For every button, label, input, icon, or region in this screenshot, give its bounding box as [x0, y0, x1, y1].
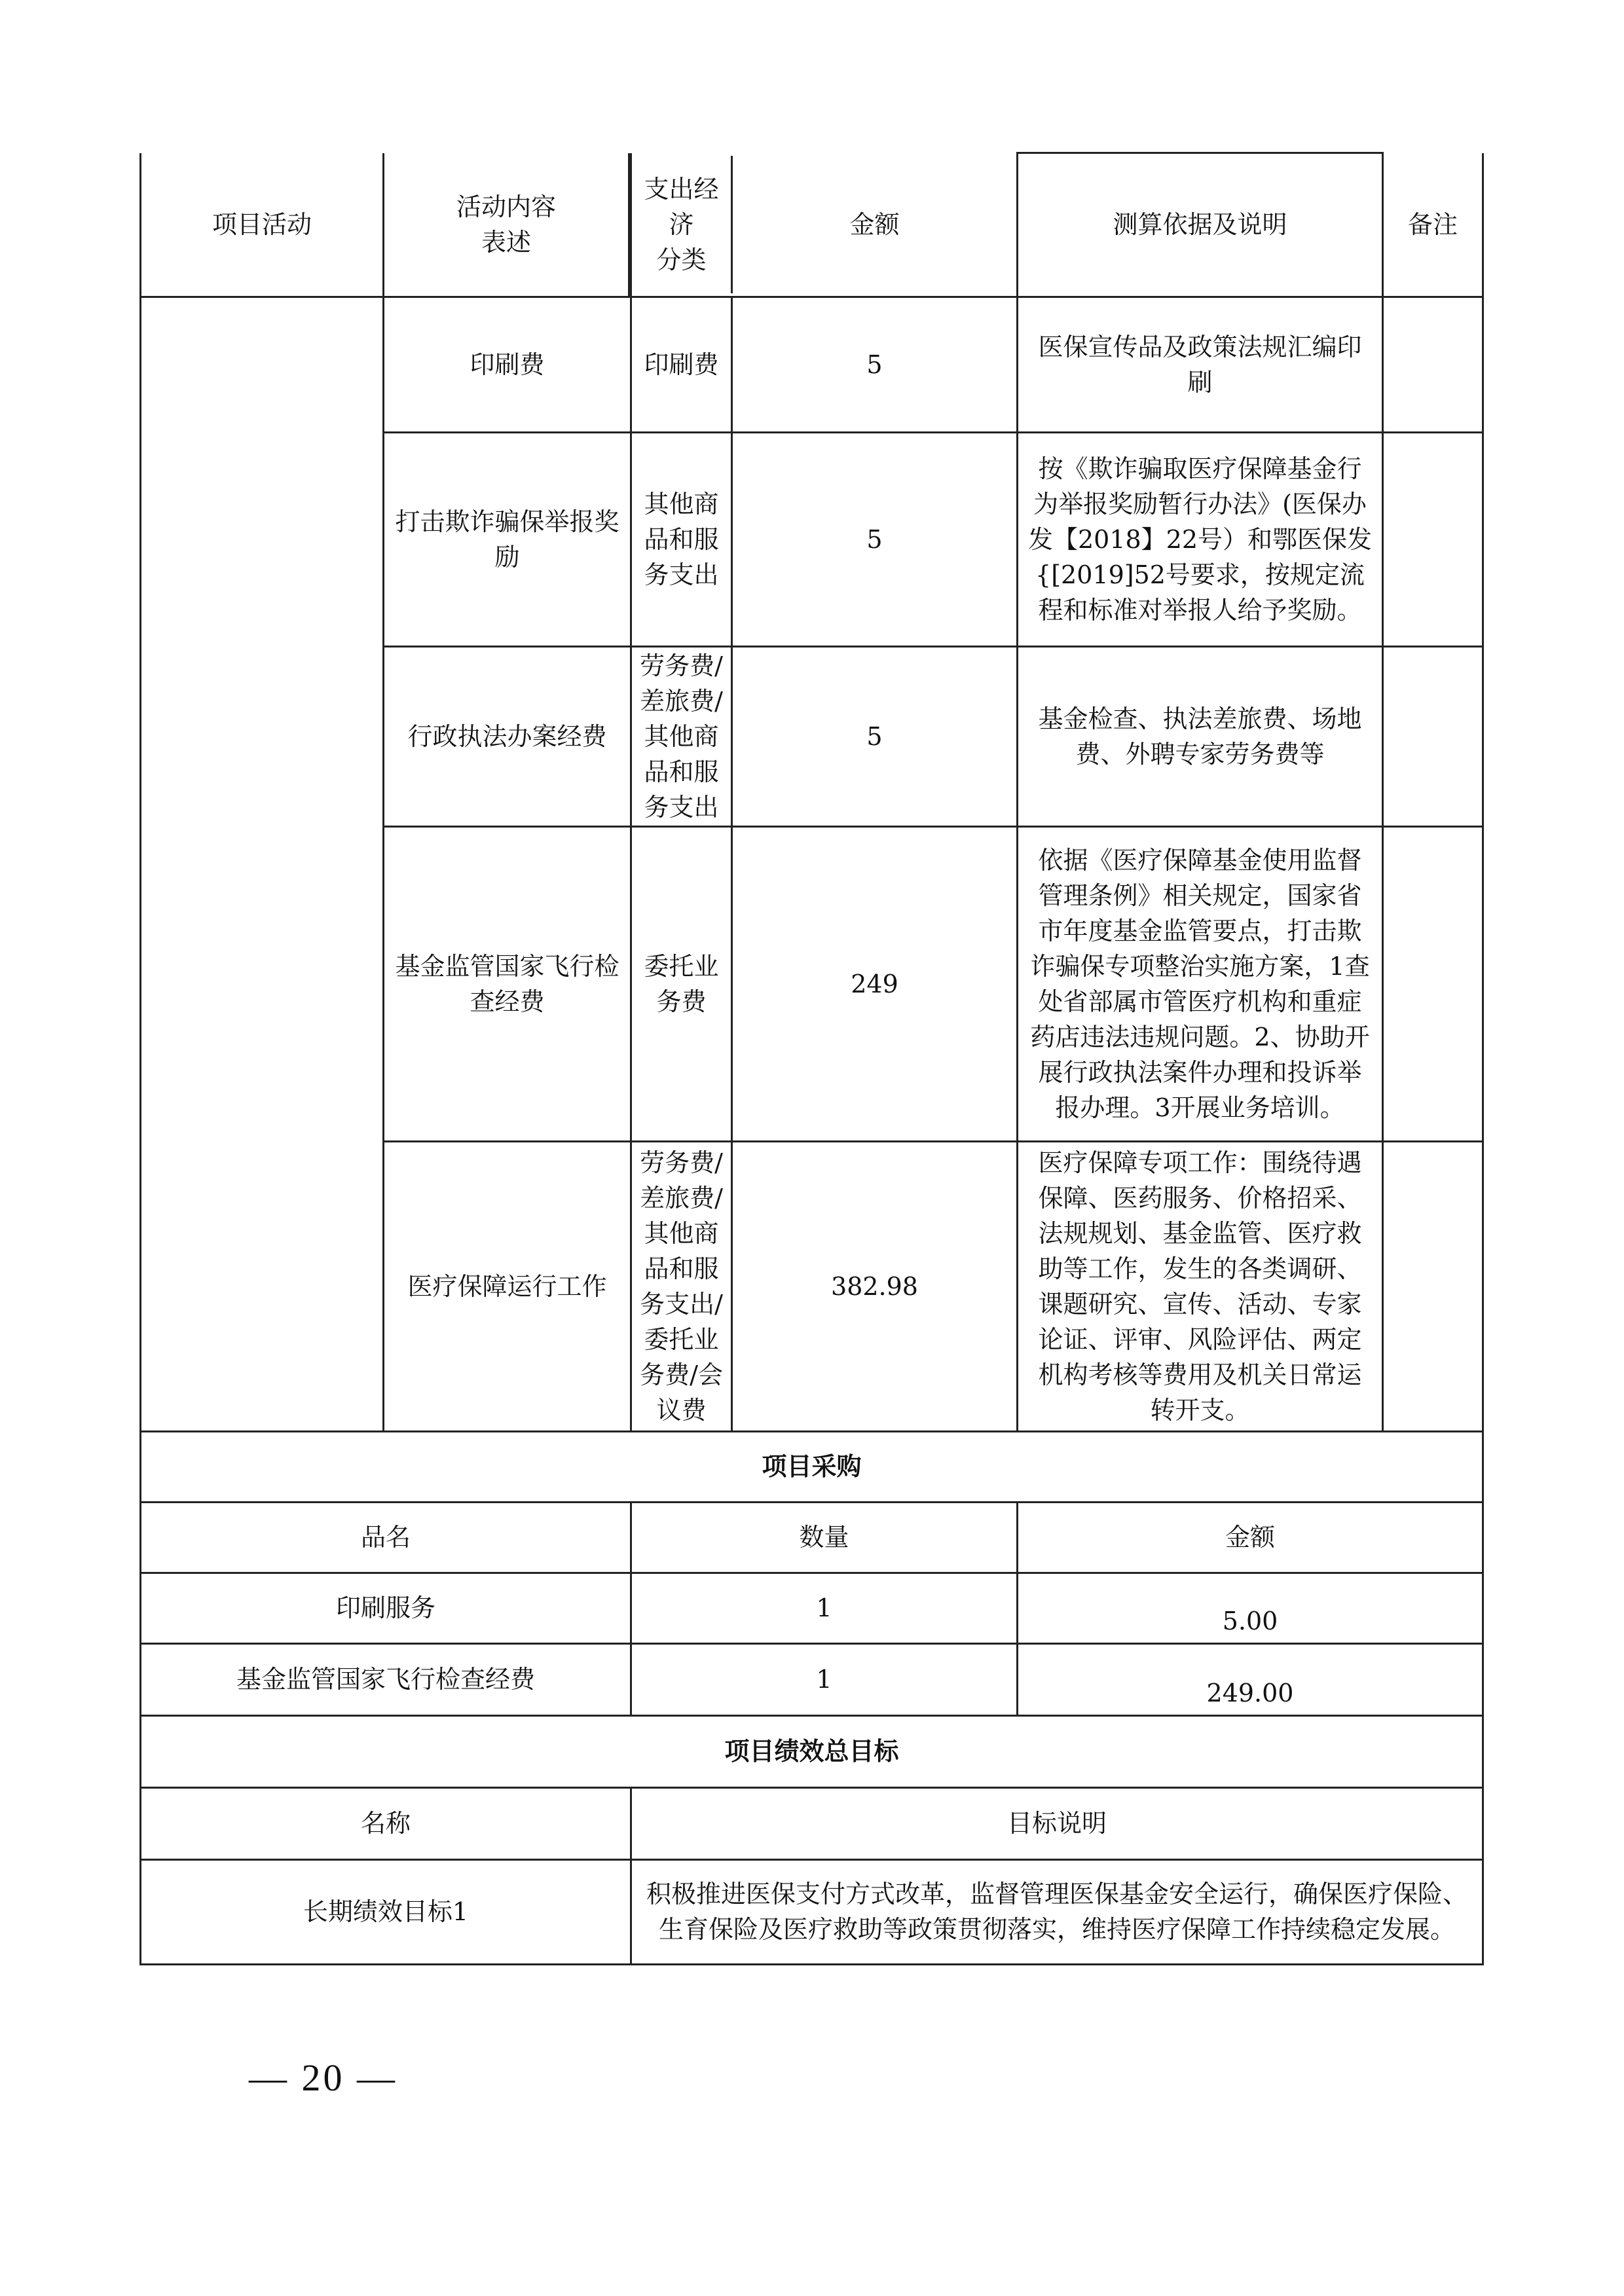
- procurement-row: [141, 1643, 1483, 1715]
- activity-mid: [631, 1141, 1018, 1431]
- header-sub: [384, 153, 630, 296]
- activity-content: 医疗保障运行工作: [384, 1141, 631, 1431]
- activity-amount: 5: [866, 350, 883, 379]
- header-amount: 金额: [849, 210, 900, 239]
- performance-row: [141, 1859, 1483, 1964]
- activity-content: 行政执法办案经费: [384, 646, 631, 826]
- header-mid-group: [631, 153, 1018, 297]
- header-basis: 测算依据及说明: [1018, 153, 1383, 297]
- performance-title-row: [141, 1715, 1483, 1787]
- activity-mid: [631, 297, 1018, 432]
- procurement-header-row: [141, 1502, 1483, 1573]
- performance-header-row: [141, 1787, 1483, 1859]
- procurement-title: 项目采购: [141, 1431, 1483, 1502]
- performance-title: 项目绩效总目标: [141, 1715, 1483, 1787]
- activity-remark: [1383, 297, 1483, 432]
- budget-table: [139, 152, 1484, 1965]
- activity-content: 印刷费: [384, 297, 631, 432]
- header-remark: 备注: [1383, 153, 1483, 297]
- procurement-amount: 249.00: [1018, 1643, 1483, 1715]
- procurement-title-row: [141, 1431, 1483, 1502]
- activity-econ-class: 劳务费/差旅费/其他商品和服务支出: [632, 647, 732, 826]
- activity-econ-class: 印刷费: [632, 298, 732, 431]
- header-content-group: [384, 153, 631, 297]
- activity-content: 基金监管国家飞行检查经费: [384, 826, 631, 1141]
- activity-remark: [1383, 826, 1483, 1141]
- activity-mid: [631, 826, 1018, 1141]
- activity-econ-class: 劳务费/差旅费/其他商品和服务支出/委托业务费/会议费: [632, 1142, 732, 1430]
- activity-amount: 382.98: [831, 1271, 918, 1301]
- procurement-amount: 5.00: [1018, 1573, 1483, 1643]
- activity-mid: [631, 646, 1018, 826]
- page-number: — 20 —: [249, 2056, 397, 2099]
- activity-mid: [631, 432, 1018, 646]
- activity-header-row: [141, 153, 1483, 297]
- activity-content: 打击欺诈骗保举报奖励: [384, 432, 631, 646]
- procurement-name: 印刷服务: [141, 1573, 631, 1643]
- activity-amount: 5: [866, 721, 883, 751]
- activity-amount: 5: [866, 524, 883, 554]
- performance-header-name: 名称: [141, 1787, 631, 1859]
- header-content: 活动内容 表述: [384, 153, 629, 296]
- activity-row: [141, 297, 1483, 432]
- procurement-name: 基金监管国家飞行检查经费: [141, 1643, 631, 1715]
- activity-remark: [1383, 1141, 1483, 1431]
- performance-header-description: 目标说明: [631, 1787, 1483, 1859]
- procurement-header-quantity: 数量: [631, 1502, 1018, 1573]
- procurement-quantity: 1: [631, 1573, 1018, 1643]
- activity-name-cell: [141, 297, 384, 1431]
- activity-basis: 按《欺诈骗取医疗保障基金行为举报奖励暂行办法》(医保办发【2018】22号）和鄂医保发{[2019]52号要求，按规定流程和标准对举报人给予奖励。: [1018, 432, 1383, 646]
- procurement-header-amount: 金额: [1018, 1502, 1483, 1573]
- activity-econ-class: 委托业务费: [632, 828, 732, 1140]
- procurement-quantity: 1: [631, 1643, 1018, 1715]
- activity-basis: 基金检查、执法差旅费、场地费、外聘专家劳务费等: [1018, 646, 1383, 826]
- activity-basis: 医保宣传品及政策法规汇编印刷: [1018, 297, 1383, 432]
- performance-name: 长期绩效目标1: [141, 1859, 631, 1964]
- activity-remark: [1383, 432, 1483, 646]
- performance-description: 积极推进医保支付方式改革，监督管理医保基金安全运行，确保医疗保险、生育保险及医疗救助等政策贯彻落实，维持医疗保障工作持续稳定发展。: [631, 1859, 1483, 1964]
- procurement-header-name: 品名: [141, 1502, 631, 1573]
- header-econ-class: 支出经济 分类: [632, 156, 732, 293]
- header-activity: 项目活动: [141, 153, 384, 297]
- activity-econ-class: 其他商品和服务支出: [632, 433, 732, 646]
- activity-remark: [1383, 646, 1483, 826]
- activity-basis: 依据《医疗保障基金使用监督管理条例》相关规定，国家省市年度基金监管要点，打击欺诈骗保专项整治实施方案，1查处省部属市管医疗机构和重症药店违法违规问题。2、协助开展行政执法案件办理和投诉举报办理。3开展业务培训。: [1018, 826, 1383, 1141]
- activity-amount: 249: [851, 969, 898, 998]
- activity-basis: 医疗保障专项工作：围绕待遇保障、医药服务、价格招采、法规规划、基金监管、医疗救助等工作，发生的各类调研、课题研究、宣传、活动、专家论证、评审、风险评估、两定机构考核等费用及机关日常运转开支。: [1018, 1141, 1383, 1431]
- procurement-row: [141, 1573, 1483, 1643]
